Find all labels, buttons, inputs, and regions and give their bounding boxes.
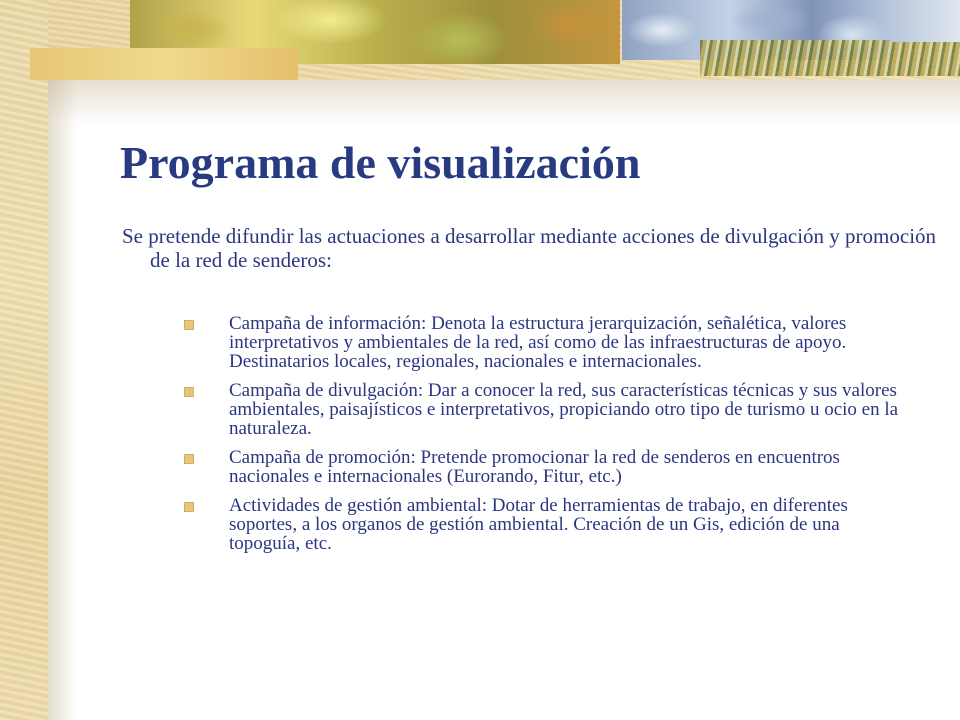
bullet-text: Campaña de divulgación: Dar a conocer la red, sus características técnicas y sus valores ambientales, paisajísticos e interpretativos, propiciando otro tipo de turismo u ocio en la naturaleza.: [229, 380, 899, 439]
list-item: [184, 314, 914, 371]
yellow-collage-image: [30, 48, 298, 80]
square-bullet-icon: [184, 454, 194, 464]
bullet-text: Campaña de promoción: Pretende promocionar la red de senderos en encuentros nacionales e internacionales (Eurorando, Fitur, etc.): [229, 447, 840, 487]
list-item: [184, 448, 914, 486]
square-bullet-icon: [184, 387, 194, 397]
top-shadow: [48, 80, 960, 124]
bullet-text: Actividades de gestión ambiental: Dotar de herramientas de trabajo, en diferentes soportes, a los organos de gestión ambiental. Creación de un Gis, edición de una topoguía, etc.: [229, 495, 848, 554]
bullet-text: Campaña de información: Denota la estructura jerarquización, señalética, valores interpretativos y ambientales de la red, así como de las infraestructuras de apoyo. Destinatarios locales, regionales, nacionales e internacionales.: [229, 313, 847, 372]
intro-paragraph: Se pretende difundir las actuaciones a desarrollar mediante acciones de divulgación y promoción de la red de senderos:: [122, 224, 937, 272]
right-collage-image: [890, 0, 960, 42]
list-item: [184, 496, 914, 553]
grass-collage-image: [700, 40, 960, 76]
list-item: [184, 381, 914, 438]
square-bullet-icon: [184, 320, 194, 330]
slide-title: Programa de visualización: [120, 137, 641, 188]
left-parchment-strip: [0, 0, 48, 720]
bullet-list: [184, 314, 914, 563]
square-bullet-icon: [184, 502, 194, 512]
left-shadow: [48, 80, 78, 720]
